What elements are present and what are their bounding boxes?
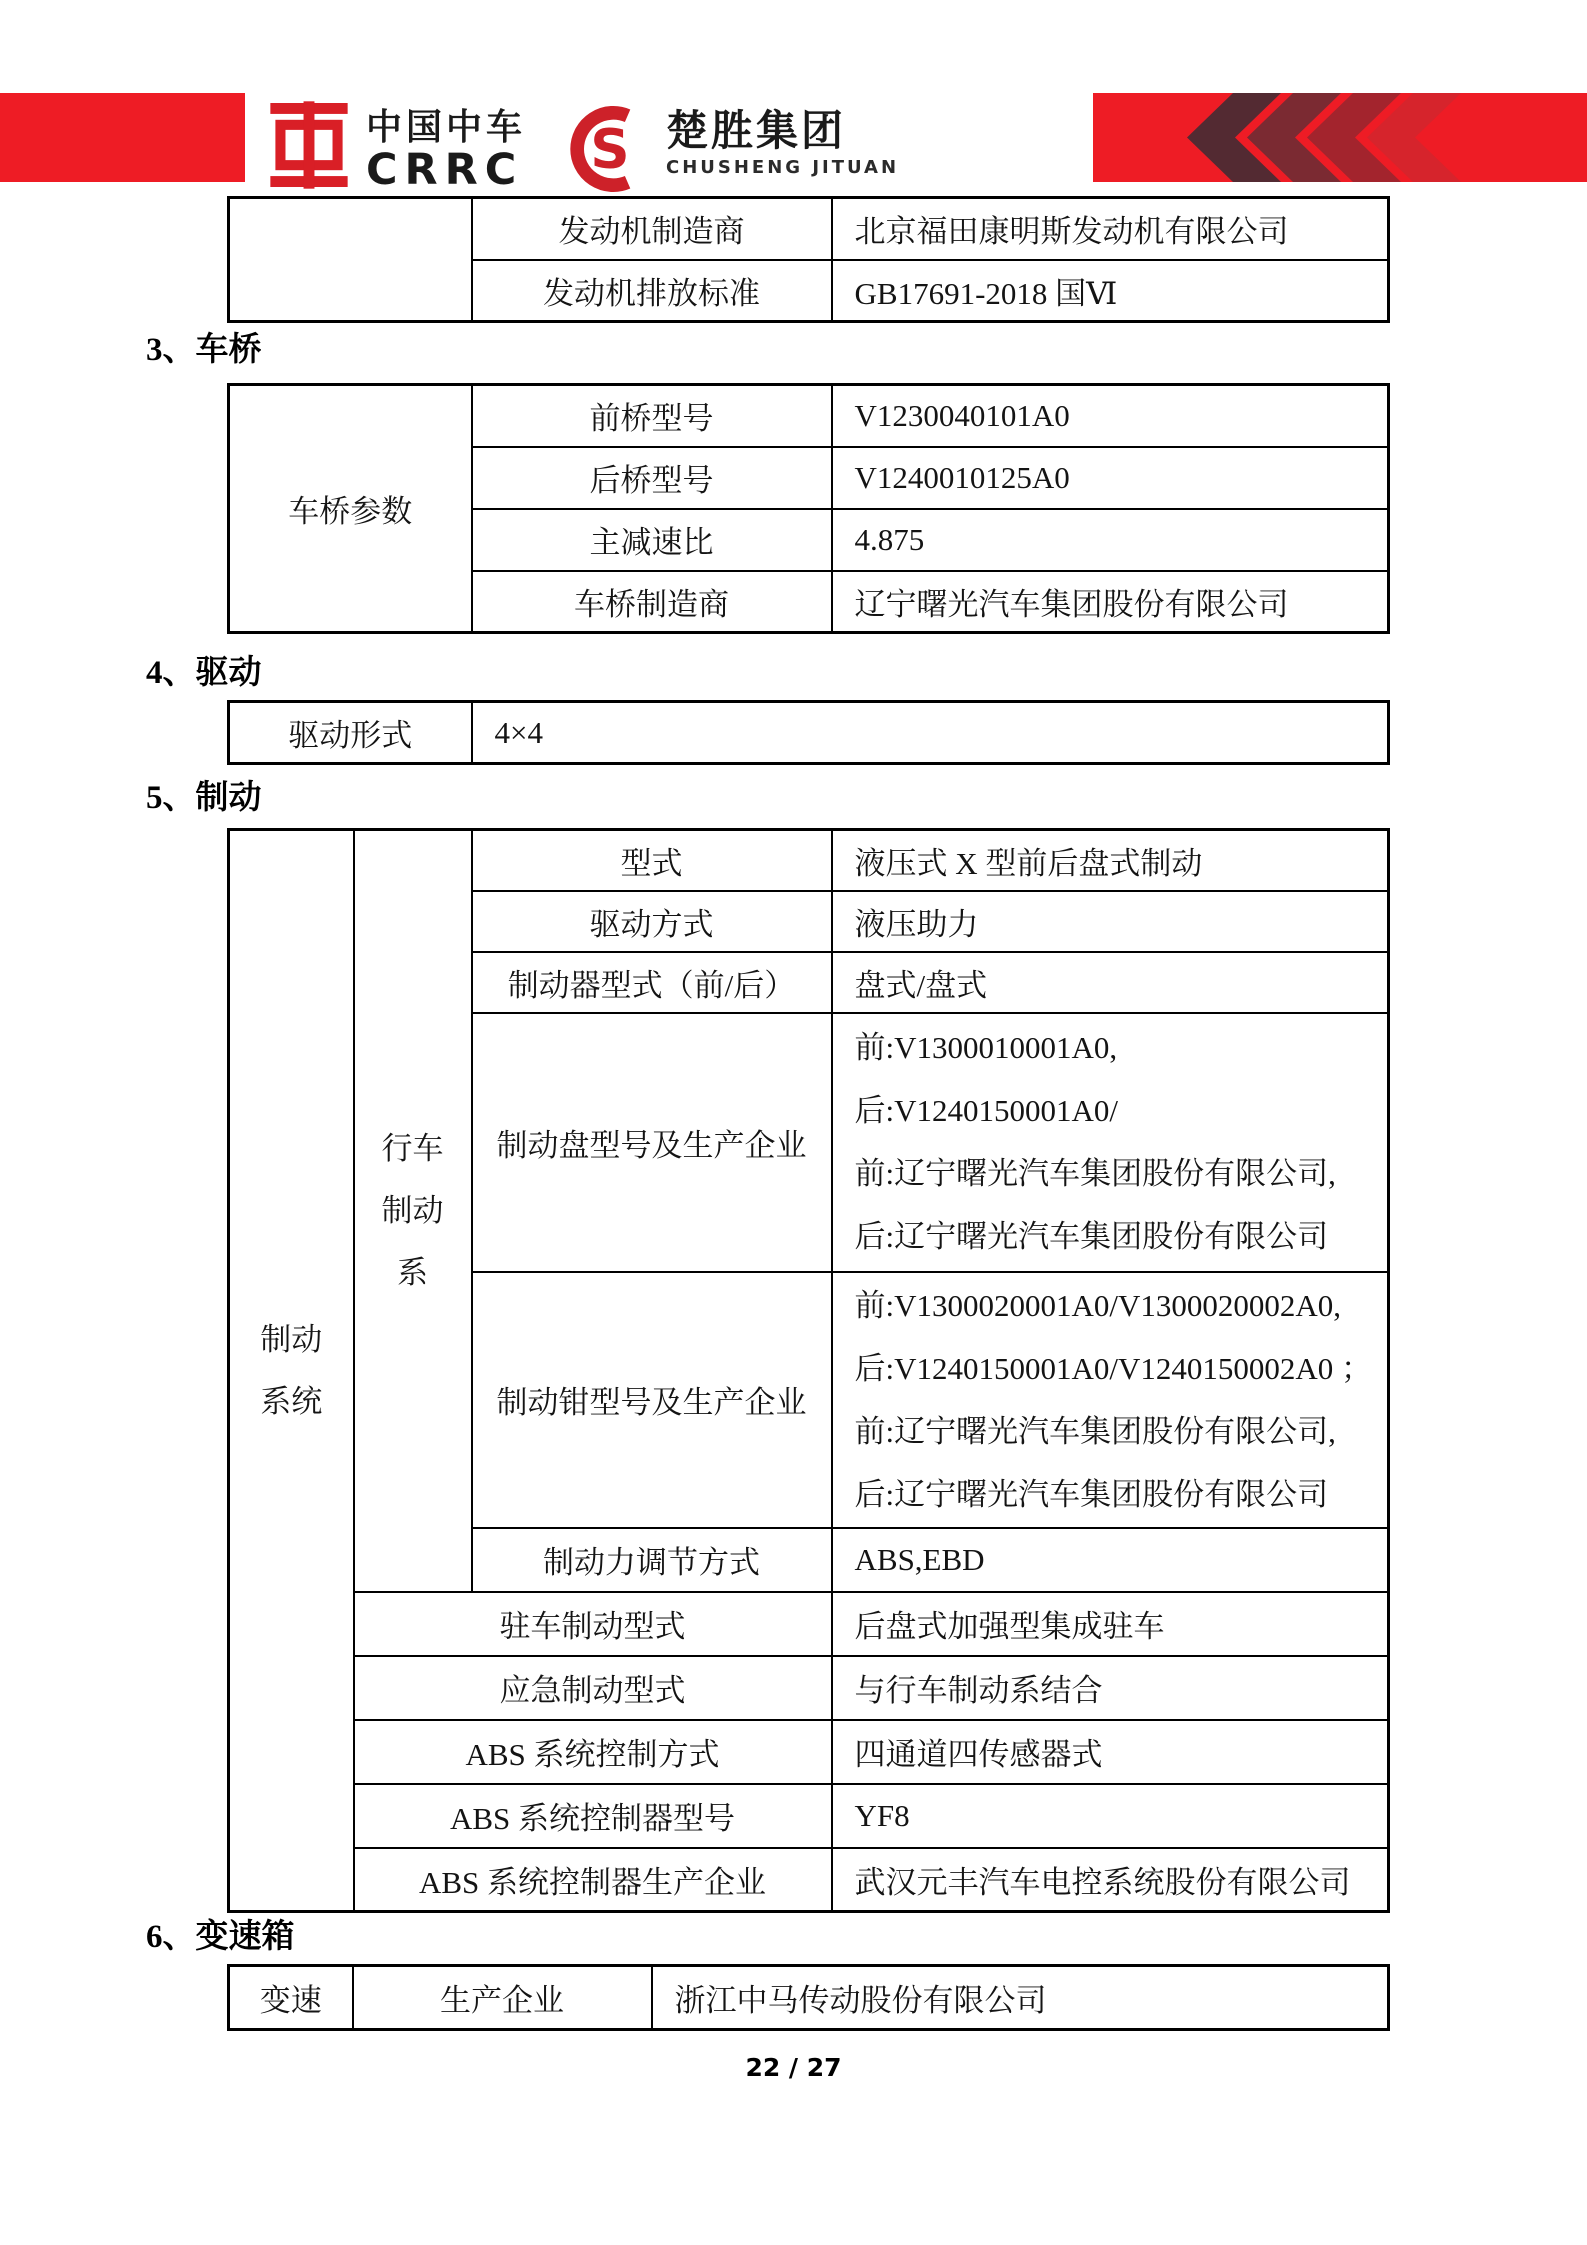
spec-label: ABS 系统控制方式 [354, 1720, 832, 1784]
spec-label: 驱动形式 [229, 702, 472, 764]
chusheng-logo-cn: 楚胜集团 [666, 106, 847, 155]
table-row [229, 1848, 1389, 1912]
section-heading-axle: 3、车桥 [146, 332, 262, 368]
spec-value-line: 后:辽宁曙光汽车集团股份有限公司 [854, 1219, 1329, 1254]
gearbox-table [227, 1964, 1390, 2031]
crrc-logo-en: CRRC [366, 145, 524, 195]
service-brake-label-line: 系 [397, 1254, 428, 1290]
crrc-logo-text [366, 107, 586, 195]
crrc-logo-cn: 中国中车 [366, 107, 527, 148]
spec-value: 液压助力 [832, 891, 1389, 952]
spec-label: 前桥型号 [472, 385, 832, 447]
spec-label: 制动盘型号及生产企业 [472, 1013, 832, 1272]
spec-value: 武汉元丰汽车电控系统股份有限公司 [832, 1848, 1389, 1912]
spec-value-line: 前:V1300010001A0, [854, 1030, 1118, 1065]
drive-table [227, 700, 1390, 765]
spec-label: 主减速比 [472, 509, 832, 571]
chusheng-logo-en: CHUSHENG JITUAN [666, 157, 900, 178]
spec-value [832, 1272, 1389, 1528]
spec-value: 后盘式加强型集成驻车 [832, 1592, 1389, 1656]
spec-value: ABS,EBD [832, 1528, 1389, 1592]
spec-value: 辽宁曙光汽车集团股份有限公司 [832, 571, 1389, 633]
spec-value: 四通道四传感器式 [832, 1720, 1389, 1784]
brake-system-label-line: 系统 [260, 1383, 323, 1419]
crrc-logo-icon [267, 100, 351, 190]
spec-value: 液压式 X 型前后盘式制动 [832, 830, 1389, 891]
table-row [229, 1784, 1389, 1848]
spec-label: 生产企业 [353, 1966, 652, 2030]
spec-value: YF8 [832, 1784, 1389, 1848]
section-heading-gearbox: 6、变速箱 [146, 1919, 295, 1955]
spec-value-line: 后:V1240150001A0/V1240150002A0 ； [854, 1350, 1373, 1386]
brake-table [227, 828, 1390, 1913]
engine-group-cell-empty [229, 198, 472, 322]
chusheng-icon-letter: S [590, 116, 630, 181]
axle-table [227, 383, 1390, 634]
chevrons-icon [1093, 93, 1587, 182]
spec-label: 应急制动型式 [354, 1656, 832, 1720]
table-row [229, 702, 1389, 764]
spec-label: 发动机排放标准 [472, 260, 832, 322]
table-row [229, 385, 1389, 447]
spec-value: 北京福田康明斯发动机有限公司 [832, 198, 1389, 260]
header-band-left [0, 93, 245, 182]
page-number: 22 / 27 [745, 2053, 842, 2082]
spec-value [832, 1013, 1389, 1272]
section-heading-drive: 4、驱动 [146, 655, 262, 691]
axle-group-label: 车桥参数 [229, 385, 472, 633]
service-brake-label-line: 行车 [381, 1130, 444, 1166]
service-brake-label-line: 制动 [381, 1192, 444, 1228]
table-row [229, 830, 1389, 891]
spec-value-line: 后:V1240150001A0/ [854, 1093, 1118, 1128]
header-band-right [1093, 93, 1587, 182]
engine-table [227, 196, 1390, 323]
section-heading-brake: 5、制动 [146, 780, 262, 816]
gearbox-group-label: 变速 [229, 1966, 353, 2030]
brake-system-label-line: 制动 [260, 1321, 323, 1357]
spec-value-line: 后:辽宁曙光汽车集团股份有限公司 [854, 1476, 1329, 1512]
spec-label: 制动钳型号及生产企业 [472, 1272, 832, 1528]
spec-value: V1240010125A0 [832, 447, 1389, 509]
spec-value: 浙江中马传动股份有限公司 [652, 1966, 1389, 2030]
spec-label: 驱动方式 [472, 891, 832, 952]
table-row [229, 1592, 1389, 1656]
table-row [229, 1720, 1389, 1784]
spec-value: 4×4 [472, 702, 1389, 764]
spec-value-line: 前:辽宁曙光汽车集团股份有限公司, [854, 1156, 1336, 1191]
spec-label: 发动机制造商 [472, 198, 832, 260]
table-row [229, 1966, 1389, 2030]
table-row [229, 198, 1389, 260]
spec-label: 驻车制动型式 [354, 1592, 832, 1656]
table-row [229, 1656, 1389, 1720]
spec-value: 与行车制动系结合 [832, 1656, 1389, 1720]
chusheng-logo-text [666, 106, 926, 180]
spec-label: 型式 [472, 830, 832, 891]
spec-label: 制动器型式（前/后） [472, 952, 832, 1013]
chusheng-logo-icon [566, 104, 654, 194]
service-brake-group-label [354, 830, 472, 1592]
spec-label: 车桥制造商 [472, 571, 832, 633]
spec-value-line: 前:辽宁曙光汽车集团股份有限公司, [854, 1413, 1336, 1449]
spec-value: 盘式/盘式 [832, 952, 1389, 1013]
spec-label: ABS 系统控制器型号 [354, 1784, 832, 1848]
spec-label: 后桥型号 [472, 447, 832, 509]
spec-label: ABS 系统控制器生产企业 [354, 1848, 832, 1912]
spec-value-line: 前:V1300020001A0/V1300020002A0, [854, 1287, 1342, 1323]
brake-system-group-label [229, 830, 354, 1912]
spec-value: GB17691-2018 国Ⅵ [832, 260, 1389, 322]
spec-label: 制动力调节方式 [472, 1528, 832, 1592]
spec-value: 4.875 [832, 509, 1389, 571]
spec-value: V1230040101A0 [832, 385, 1389, 447]
